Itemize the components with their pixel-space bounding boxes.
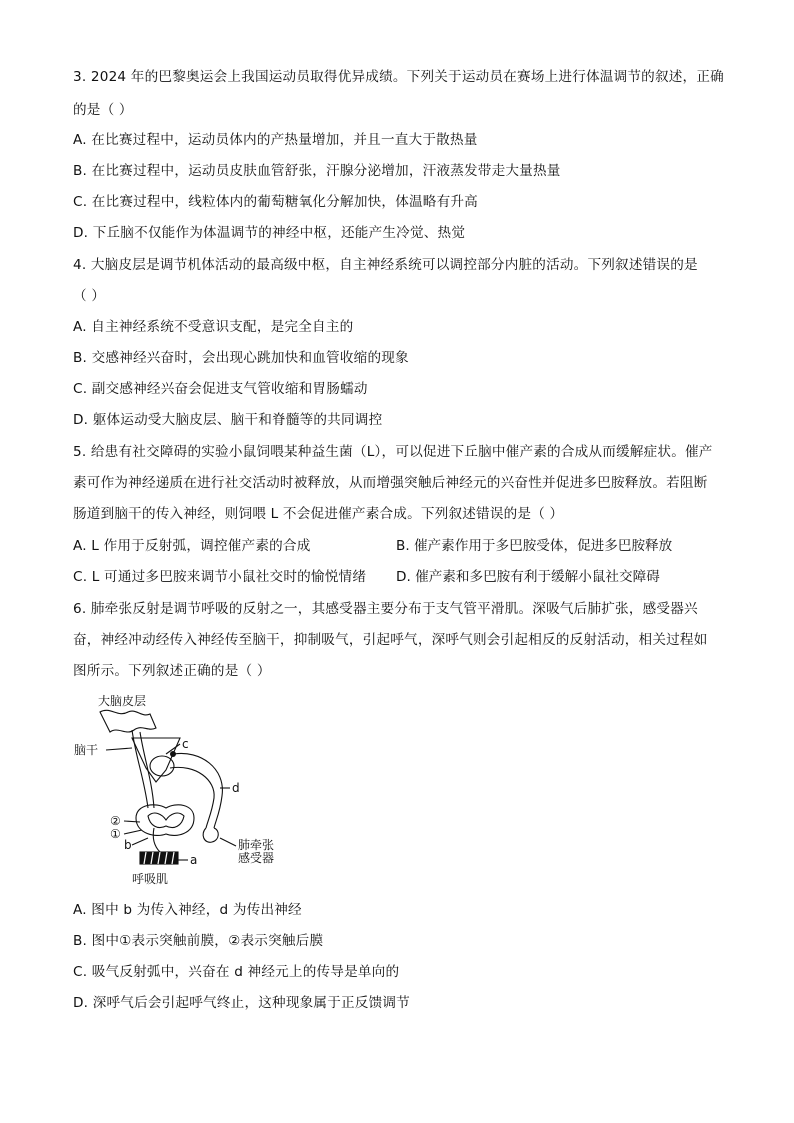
q5-option-d: D. 催产素和多巴胺有利于缓解小鼠社交障碍 — [396, 569, 660, 585]
one-leader — [124, 830, 142, 834]
q5-stem-line3: 肠道到脑干的传入神经，则饲喂 L 不会促进催产素合成。下列叙述错误的是（ ） — [73, 506, 564, 522]
label-c: c — [182, 737, 189, 751]
q6-stem-line3: 图所示。下列叙述正确的是（ ） — [73, 663, 271, 679]
brainstem-funnel — [132, 738, 180, 782]
q6-stem-line1: 6. 肺牵张反射是调节呼吸的反射之一，其感受器主要分布于支气管平滑肌。深吸气后肺扩张，感受器兴 — [73, 601, 698, 617]
label-brainstem: 脑干 — [74, 743, 99, 757]
nerve-d-inner — [170, 767, 214, 828]
label-receptor-line1: 肺牵张 — [238, 838, 275, 852]
q4-stem-line1: 4. 大脑皮层是调节机体活动的最高级中枢，自主神经系统可以调控部分内脏的活动。下列叙述错误的是 — [73, 257, 698, 273]
brainstem-leader — [106, 748, 132, 750]
q5-stem-line1: 5. 给患有社交障碍的实验小鼠饲喂某种益生菌（L），可以促进下丘脑中催产素的合成从而缓解症状。催产 — [73, 444, 713, 460]
q3-option-a: A. 在比赛过程中，运动员体内的产热量增加，并且一直大于散热量 — [73, 132, 478, 148]
receptor-leader — [220, 838, 236, 846]
q3-stem-line1: 3. 2024 年的巴黎奥运会上我国运动员取得优异成绩。下列关于运动员在赛场上进行体温调节的叙述，正确 — [73, 69, 724, 85]
q5-option-c: C. L 可通过多巴胺来调节小鼠社交时的愉悦情绪 — [73, 569, 367, 585]
q6-stem-line2: 奋，神经冲动经传入神经传至脑干，抑制吸气，引起呼气，深呼气则会引起相反的反射活动，相关过程如 — [73, 632, 708, 648]
q6-option-a: A. 图中 b 为传入神经，d 为传出神经 — [73, 902, 302, 918]
q3-option-c: C. 在比赛过程中，线粒体内的葡萄糖氧化分解加快，体温略有升高 — [73, 194, 478, 210]
q4-option-d: D. 躯体运动受大脑皮层、脑干和脊髓等的共同调控 — [73, 412, 383, 428]
nerve-d — [174, 753, 222, 828]
label-a: a — [190, 853, 198, 867]
reflex-diagram — [70, 688, 310, 888]
q4-option-b: B. 交感神经兴奋时，会出现心跳加快和血管收缩的现象 — [73, 350, 409, 366]
label-b: b — [124, 838, 132, 852]
q5-stem-line2: 素可作为神经递质在进行社交活动时被释放，从而增强突触后神经元的兴奋性并促进多巴胺释放。若阻断 — [73, 475, 708, 491]
label-receptor-line2: 感受器 — [238, 851, 275, 865]
two-leader — [124, 821, 140, 822]
label-cortex: 大脑皮层 — [98, 694, 147, 708]
label-circle1: ① — [110, 827, 121, 841]
q5-option-b: B. 催产素作用于多巴胺受体，促进多巴胺释放 — [396, 538, 673, 554]
q6-option-d: D. 深呼气后会引起呼气终止，这种现象属于正反馈调节 — [73, 995, 410, 1011]
lung-receptor — [203, 828, 218, 842]
q6-option-b: B. 图中①表示突触前膜，②表示突触后膜 — [73, 933, 324, 949]
label-muscle: 呼吸肌 — [132, 872, 169, 886]
label-circle2: ② — [110, 814, 121, 828]
q4-option-c: C. 副交感神经兴奋会促进支气管收缩和胃肠蠕动 — [73, 381, 368, 397]
q4-option-a: A. 自主神经系统不受意识支配，是完全自主的 — [73, 319, 354, 335]
q5-option-a: A. L 作用于反射弧，调控催产素的合成 — [73, 538, 311, 554]
q4-stem-line2: （ ） — [73, 288, 106, 304]
grey-matter — [148, 813, 184, 828]
cortex-outline — [100, 710, 156, 732]
q3-option-d: D. 下丘脑不仅能作为体温调节的神经中枢，还能产生冷觉、热觉 — [73, 225, 466, 241]
nucleus-c — [150, 756, 174, 776]
q3-option-b: B. 在比赛过程中，运动员皮肤血管舒张，汗腺分泌增加，汗液蒸发带走大量热量 — [73, 163, 561, 179]
b-leader — [132, 838, 148, 845]
descending-tract-1 — [132, 730, 148, 808]
label-d: d — [232, 781, 240, 795]
q3-stem-line2: 的是（ ） — [73, 102, 133, 118]
spinal-cord — [136, 805, 194, 836]
q6-option-c: C. 吸气反射弧中，兴奋在 d 神经元上的传导是单向的 — [73, 964, 400, 980]
nerve-b — [153, 828, 160, 852]
